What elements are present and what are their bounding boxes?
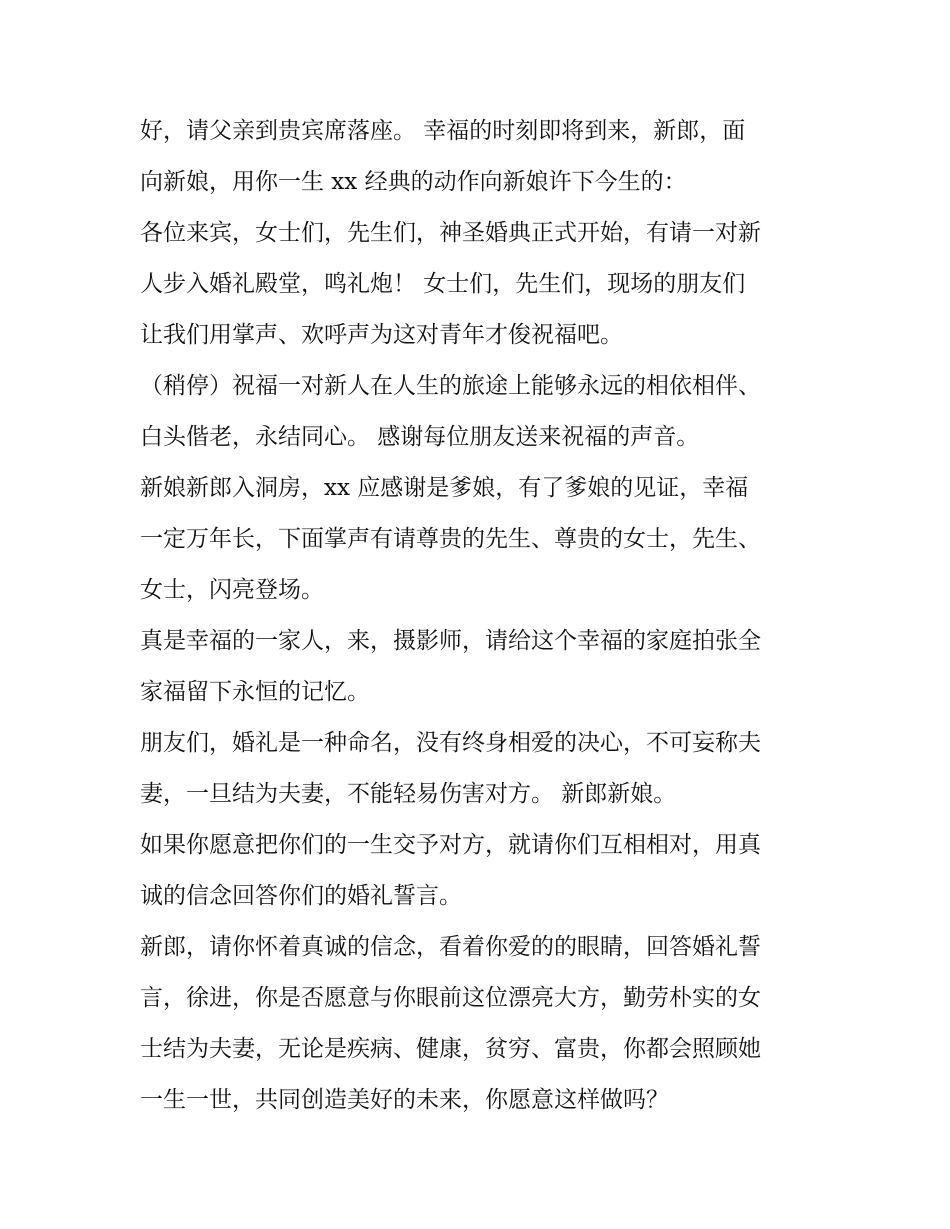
text-line: 向新娘，用你一生 xx 经典的动作向新娘许下今生的： [140,169,687,195]
text-line: 好，请父亲到贵宾席落座。 幸福的时刻即将到来，新郎，面 [140,118,746,144]
text-line: 人步入婚礼殿堂，鸣礼炮！ 女士们，先生们，现场的朋友们 [140,271,746,297]
text-line: 新郎，请你怀着真诚的信念，看着你爱的的眼睛，回答婚礼誓 [140,934,761,960]
text-line: 白头偕老，永结同心。 感谢每位朋友送来祝福的声音。 [140,424,700,450]
text-line: 女士，闪亮登场。 [140,577,324,603]
text-line: 朋友们，婚礼是一种命名，没有终身相爱的决心，不可妄称夫 [140,730,761,756]
text-line: 家福留下永恒的记忆。 [140,679,370,705]
text-line: 妻，一旦结为夫妻，不能轻易伤害对方。 新郎新娘。 [140,781,677,807]
text-line: 士结为夫妻，无论是疾病、健康，贫穷、富贵，你都会照顾她 [140,1036,761,1062]
text-line: 新娘新郎入洞房，xx 应感谢是爹娘，有了爹娘的见证，幸福 [140,475,749,501]
text-line: 一生一世，共同创造美好的未来，你愿意这样做吗？ [140,1087,669,1113]
document-body [140,106,820,1126]
text-line: 如果你愿意把你们的一生交予对方，就请你们互相相对，用真 [140,832,761,858]
text-line: 言，徐进，你是否愿意与你眼前这位漂亮大方，勤劳朴实的女 [140,985,761,1011]
text-line: （稍停）祝福一对新人在人生的旅途上能够永远的相依相伴、 [140,373,761,399]
text-line: 真是幸福的一家人，来，摄影师，请给这个幸福的家庭拍张全 [140,628,761,654]
text-line: 让我们用掌声、欢呼声为这对青年才俊祝福吧。 [140,322,623,348]
text-line: 各位来宾，女士们，先生们，神圣婚典正式开始，有请一对新 [140,220,761,246]
text-line: 一定万年长，下面掌声有请尊贵的先生、尊贵的女士，先生、 [140,526,761,552]
text-line: 诚的信念回答你们的婚礼誓言。 [140,883,462,909]
